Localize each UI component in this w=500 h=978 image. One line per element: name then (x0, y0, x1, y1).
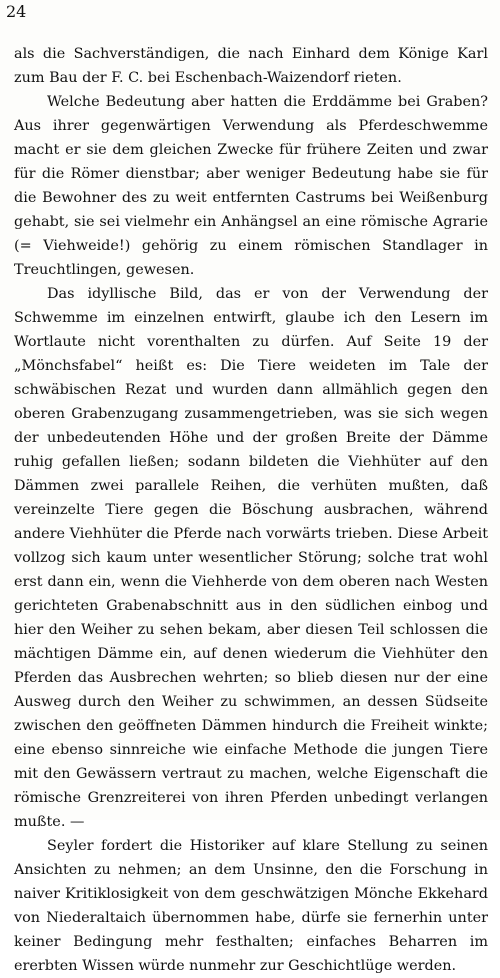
body-text (14, 42, 488, 978)
paragraph: Seyler fordert die Historiker auf klare Stellung zu seinen Ansichten zu nehmen; an dem Unsinne, den die Forschung in naiver Kritiklosigkeit von dem geschwätzigen Mönche Ekkehard von Niederaltaich übernommen habe, dürfe sie fernerhin unter keiner Bedingung mehr festhalten; einfaches Beharren im ererbten Wissen würde nunmehr zur Geschichtlüge werden. (14, 838, 488, 974)
paragraph: Das idyllische Bild, das er von der Verwendung der Schwemme im einzelnen entwirft, glaube ich den Lesern im Wortlaute nicht vorenthalten zu dürfen. Auf Seite 19 der „Mönchsfabel“ heißt es: Die Tiere weideten im Tale der schwäbischen Rezat und wurden dann allmählich gegen den oberen Grabenzugang zusammengetrieben, was sie sich wegen der unbedeutenden Höhe und der großen Breite der Dämme ruhig gefallen ließen; sodann bildeten die Viehhüter auf den Dämmen zwei parallele Reihen, die verhüten mußten, daß vereinzelte Tiere gegen die Böschung ausbrachen, während andere Viehhüter die Pferde nach vorwärts trieben. Diese Arbeit vollzog sich kaum unter wesentlicher Störung; solche trat wohl erst dann ein, wenn die Viehherde von dem oberen nach Westen gerichteten Grabenabschnitt aus in den südlichen einbog und hier den Weiher zu sehen bekam, aber diesen Teil schlossen die mächtigen Dämme ein, auf denen wiederum die Viehhüter den Pferden das Ausbrechen wehrten; so blieb diesen nur der eine Ausweg durch den Weiher zu schwimmen, an dessen Südseite zwischen den geöffneten Dämmen hindurch die Freiheit winkte; eine ebenso sinnreiche wie einfache Methode die jungen Tiere mit den Gewässern vertraut zu machen, welche Eigenschaft die römische Grenzreiterei von ihren Pferden unbedingt verlangen mußte. — (14, 286, 488, 830)
paragraph: Welche Bedeutung aber hatten die Erddämme bei Graben? Aus ihrer gegenwärtigen Verwendung als Pferdeschwemme macht er sie dem gleichen Zwecke für frühere Zeiten und zwar für die Römer dienstbar; aber weniger Bedeutung habe sie für die Bewohner des zu weit entfernten Castrums bei Weißenburg gehabt, sie sei vielmehr ein Anhängsel an eine römische Agrarie (= Viehweide!) gehörig zu einem römischen Standlager in Treuchtlingen, gewesen. (14, 94, 488, 278)
paragraph-continuation: als die Sachverständigen, die nach Einhard dem Könige Karl zum Bau der F. C. bei Eschenbach-Waizendorf rieten. (14, 46, 488, 86)
page-number: 24 (6, 2, 27, 21)
